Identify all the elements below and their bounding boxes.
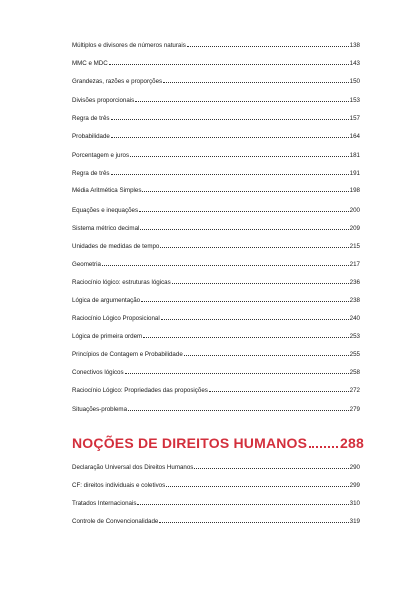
- toc-entry-label: Múltiplos e divisores de números naturais: [72, 42, 186, 49]
- toc-entry-label: Unidades de medidas de tempo: [72, 243, 160, 250]
- section-title: NOÇÕES DE DIREITOS HUMANOS: [72, 435, 308, 451]
- toc-entry-label: Tratados Internacionais: [72, 500, 137, 507]
- dot-leader: [139, 206, 349, 212]
- toc-entry-label: Controle de Convencionalidade: [72, 518, 159, 525]
- toc-entry[interactable]: [72, 114, 360, 123]
- dot-leader: [102, 260, 349, 266]
- toc-entry-page: 209: [349, 225, 360, 232]
- toc-entry[interactable]: [72, 368, 360, 377]
- dot-leader: [141, 296, 349, 302]
- toc-entry[interactable]: [72, 332, 360, 341]
- dot-leader: [209, 386, 349, 392]
- dot-leader: [159, 517, 348, 523]
- toc-entry-label: Grandezas, razões e proporções: [72, 78, 163, 85]
- dot-leader: [137, 499, 348, 505]
- toc-entry-page: 279: [349, 406, 360, 413]
- section-page: 288: [340, 435, 364, 451]
- toc-entry[interactable]: [72, 186, 360, 195]
- dot-leader: [160, 242, 348, 248]
- toc-entry-label: Geometria: [72, 261, 101, 268]
- toc-entry[interactable]: [72, 499, 360, 508]
- toc-entry[interactable]: [72, 481, 360, 490]
- toc-entry-label: Divisões proporcionais: [72, 97, 135, 104]
- section-heading[interactable]: [72, 435, 364, 451]
- toc-entry[interactable]: [72, 386, 360, 395]
- dot-leader: [128, 405, 349, 411]
- toc-entry[interactable]: [72, 517, 360, 526]
- dot-leader: [194, 463, 348, 469]
- toc-entry[interactable]: [72, 314, 360, 323]
- toc-entry-label: Situações-problema: [72, 406, 128, 413]
- toc-entry[interactable]: [72, 242, 360, 251]
- toc-entry-page: 164: [349, 133, 360, 140]
- toc-entry-page: 290: [349, 464, 360, 471]
- toc-entry-page: 238: [349, 297, 360, 304]
- toc-entry-page: 157: [349, 115, 360, 122]
- toc-entry-label: Princípios de Contagem e Probabilidade: [72, 351, 183, 358]
- dot-leader: [184, 350, 349, 356]
- toc-entry-label: Sistema métrico decimal: [72, 225, 140, 232]
- toc-entry-page: 258: [349, 369, 360, 376]
- toc-entry-label: CF: direitos individuais e coletivos: [72, 482, 166, 489]
- toc-entry-page: 215: [349, 243, 360, 250]
- toc-entry[interactable]: [72, 405, 360, 414]
- toc-entry-label: Lógica de primeira ordem: [72, 333, 143, 340]
- toc-entry-label: Média Aritmética Simples: [72, 187, 142, 194]
- toc-entry-page: 310: [349, 500, 360, 507]
- toc-entry-page: 138: [349, 42, 360, 49]
- toc-entry-page: 319: [349, 518, 360, 525]
- toc-entry-page: 181: [349, 152, 360, 159]
- toc-entry-label: Probabilidade: [72, 133, 110, 140]
- toc-entry-page: 191: [349, 170, 360, 177]
- toc-entry-label: MMC e MDC: [72, 60, 108, 67]
- toc-entry-label: Lógica de argumentação: [72, 297, 141, 304]
- toc-entry[interactable]: [72, 96, 360, 105]
- toc-entry[interactable]: [72, 169, 360, 178]
- toc-entry-page: 143: [349, 60, 360, 67]
- toc-entry[interactable]: [72, 206, 360, 215]
- dot-leader: [130, 151, 349, 157]
- toc-entry-label: Raciocínio Lógico: Propriedades das proposições: [72, 387, 208, 394]
- toc-entry-page: 299: [349, 482, 360, 489]
- toc-entry-label: Regra de três: [72, 170, 110, 177]
- toc-entry-page: 200: [349, 207, 360, 214]
- toc-entry-label: Declaração Universal dos Direitos Humanos: [72, 464, 194, 471]
- dot-leader: [135, 96, 348, 102]
- dot-leader: [111, 169, 349, 175]
- toc-entry-label: Conectivos lógicos: [72, 369, 124, 376]
- dot-leader: [172, 278, 349, 284]
- toc-entry-page: 217: [349, 261, 360, 268]
- toc-entry[interactable]: [72, 463, 360, 472]
- dot-leader: [163, 77, 349, 83]
- toc-entry[interactable]: [72, 278, 360, 287]
- dot-leader: [109, 59, 349, 65]
- dot-leader: [187, 41, 349, 47]
- toc-entry-page: 255: [349, 351, 360, 358]
- toc-entry[interactable]: [72, 151, 360, 160]
- toc-entry-label: Equações e inequações: [72, 207, 139, 214]
- toc-entry[interactable]: [72, 350, 360, 359]
- dot-leader: [309, 435, 338, 448]
- dot-leader: [161, 314, 349, 320]
- toc-entry-page: 240: [349, 315, 360, 322]
- toc-entry-page: 253: [349, 333, 360, 340]
- dot-leader: [111, 132, 349, 138]
- dot-leader: [166, 481, 348, 487]
- toc-entry-label: Porcentagem e juros: [72, 152, 130, 159]
- toc-entry-page: 153: [349, 97, 360, 104]
- toc-entry[interactable]: [72, 77, 360, 86]
- toc-entry-label: Raciocínio Lógico Proposicional: [72, 315, 160, 322]
- toc-entry[interactable]: [72, 59, 360, 68]
- toc-entry[interactable]: [72, 224, 360, 233]
- toc-entry-page: 150: [349, 78, 360, 85]
- dot-leader: [111, 114, 349, 120]
- dot-leader: [125, 368, 349, 374]
- dot-leader: [142, 186, 348, 192]
- toc-entry-page: 272: [349, 387, 360, 394]
- toc-entry[interactable]: [72, 41, 360, 50]
- toc-entry[interactable]: [72, 260, 360, 269]
- toc-entry-page: 198: [349, 187, 360, 194]
- toc-entry-page: 236: [349, 279, 360, 286]
- dot-leader: [143, 332, 349, 338]
- toc-entry-label: Regra de três: [72, 115, 110, 122]
- toc-entry[interactable]: [72, 296, 360, 305]
- toc-entry-label: Raciocínio lógico: estruturas lógicas: [72, 279, 171, 286]
- toc-entry[interactable]: [72, 132, 360, 141]
- dot-leader: [140, 224, 348, 230]
